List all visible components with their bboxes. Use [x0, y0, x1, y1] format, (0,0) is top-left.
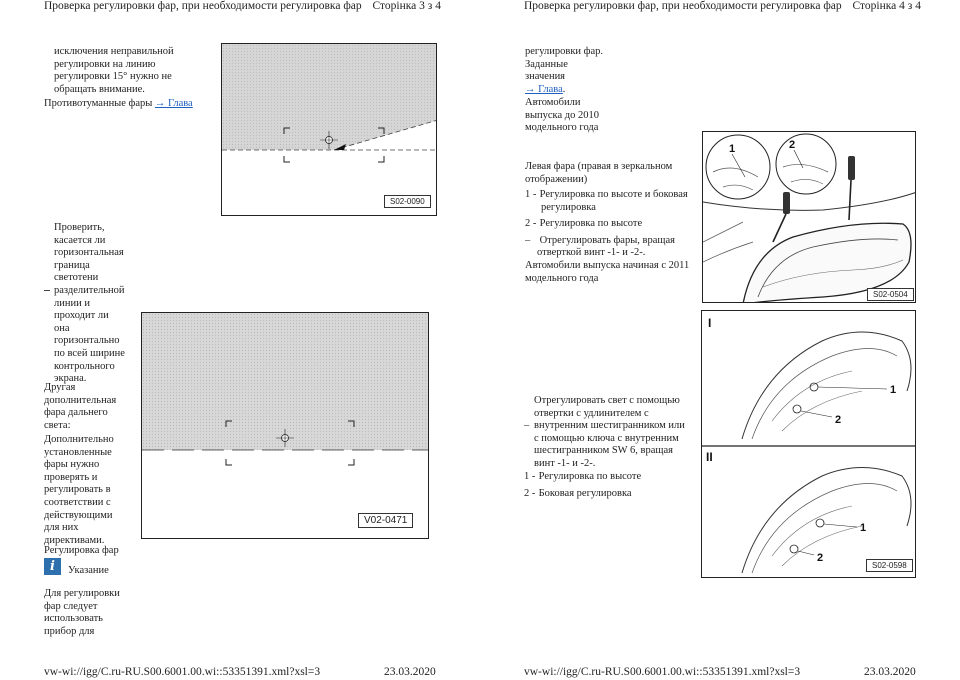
fig4-label: S02-0598	[866, 559, 913, 572]
note-label: Указание	[68, 565, 109, 576]
figure-s02-0090	[221, 43, 437, 216]
figure-v02-0471	[141, 312, 429, 539]
note-paragraph: Для регулировки фар следует использовать прибор для	[44, 588, 120, 637]
fig3-label: S02-0504	[867, 288, 914, 301]
pre2010-paragraph: Автомобили выпуска до 2010 модельного года	[525, 97, 599, 134]
headlamp-pattern-diagram	[222, 44, 437, 216]
adjust-items2-list	[524, 471, 641, 500]
info-icon: i	[44, 558, 61, 575]
left-header-title: Проверка регулировки фар, при необходимости регулировка фар	[44, 0, 362, 12]
fig4-callout-1a: 1	[890, 384, 897, 396]
fig1-label: S02-0090	[384, 195, 431, 208]
detail-circle-1	[706, 135, 770, 199]
values-chapter-link[interactable]: → Глава	[525, 83, 563, 95]
list-item: 2 - Регулировка по высоте	[525, 218, 643, 230]
fig4-section-II: II	[706, 450, 713, 464]
headlamp-screwdriver-diagram	[703, 132, 916, 303]
headlamp-adjust-diagram	[702, 311, 916, 578]
section-II-drawing	[742, 468, 911, 574]
additional-paragraph: Дополнительно установленные фары нужно проверять и регулировать в соответствии с действующими для них директивами.	[44, 434, 114, 546]
adjust-title: Регулировка фар	[44, 545, 119, 556]
right-footer-date: 23.03.2020	[864, 666, 916, 678]
fig4-callout-1b: 1	[860, 522, 867, 534]
left-para1: исключения неправильной регулировки на линию регулировки 15° нужно не обращать внимание.	[54, 46, 174, 95]
dash-item: – Отрегулировать фары, вращая	[525, 234, 675, 246]
other-lamp-paragraph: Другая дополнительная фара дальнего света:	[44, 382, 117, 431]
right-header-title: Проверка регулировки фар, при необходимости регулировка фар	[524, 0, 842, 12]
left-headlamp-note: Левая фара (правая в зеркальном отображении)	[525, 161, 673, 185]
right-footer-url: vw-wi://igg/C.ru-RU.S00.6001.00.wi::53351391.xml?xsl=3	[524, 666, 801, 678]
list-item: 1 - Регулировка по высоте и боковая	[525, 189, 688, 200]
light-area	[222, 44, 437, 150]
fig3-callout-1: 1	[729, 143, 736, 155]
left-header	[44, 0, 441, 12]
screwdriver-1	[773, 192, 790, 242]
adjust-items-list: 1 - Регулировка по высоте и боковая регулировка 2 - Регулировка по высоте – Отрегулировать фары, вращая отверткой винт -1- и -2-.	[525, 189, 705, 260]
detail-circle-2	[776, 134, 836, 194]
check-paragraph: Проверить, касается ли горизонтальная граница светотени разделительной линии и проходит ли она горизонтально по всей ширине контрольного экрана.	[54, 222, 125, 385]
screen-light-area	[142, 313, 429, 450]
fig4-callout-2b: 2	[817, 552, 824, 564]
left-footer-url: vw-wi://igg/C.ru-RU.S00.6001.00.wi::53351391.xml?xsl=3	[44, 666, 321, 678]
post2011-paragraph: Автомобили выпуска начиная с 2011 модельного года	[525, 260, 690, 284]
figure-s02-0598	[701, 310, 916, 578]
fig4-section-I: I	[708, 316, 712, 330]
list-item: 1 - Регулировка по высоте	[524, 471, 642, 482]
screen-diagram	[142, 313, 429, 539]
left-header-page: Сторінка 3 з 4	[372, 0, 441, 12]
adjust-paragraph: Отрегулировать свет с помощью отвертки с удлинителем с – внутренним шестигранником или с помощью ключа с внутренним шестигранником SW 6, вращая винт -1- и -2-.	[524, 395, 685, 469]
intro-paragraph: регулировки фар. Заданные значения → Глава.	[525, 46, 604, 95]
dash-marker	[44, 290, 50, 291]
screwdriver-2	[848, 156, 855, 220]
list-item: 2 - Боковая регулировка	[524, 487, 632, 499]
fog-lamps-line: Противотуманные фары → Глава	[44, 98, 193, 109]
fig2-label: V02-0471	[358, 513, 413, 528]
left-footer-date: 23.03.2020	[384, 666, 436, 678]
right-header-page: Сторінка 4 з 4	[852, 0, 921, 12]
right-header	[524, 0, 921, 12]
fig3-callout-2: 2	[789, 139, 796, 151]
section-I-drawing	[742, 332, 911, 439]
fig4-callout-2a: 2	[835, 414, 842, 426]
fog-chapter-link[interactable]: → Глава	[154, 98, 193, 109]
figure-s02-0504	[702, 131, 916, 303]
